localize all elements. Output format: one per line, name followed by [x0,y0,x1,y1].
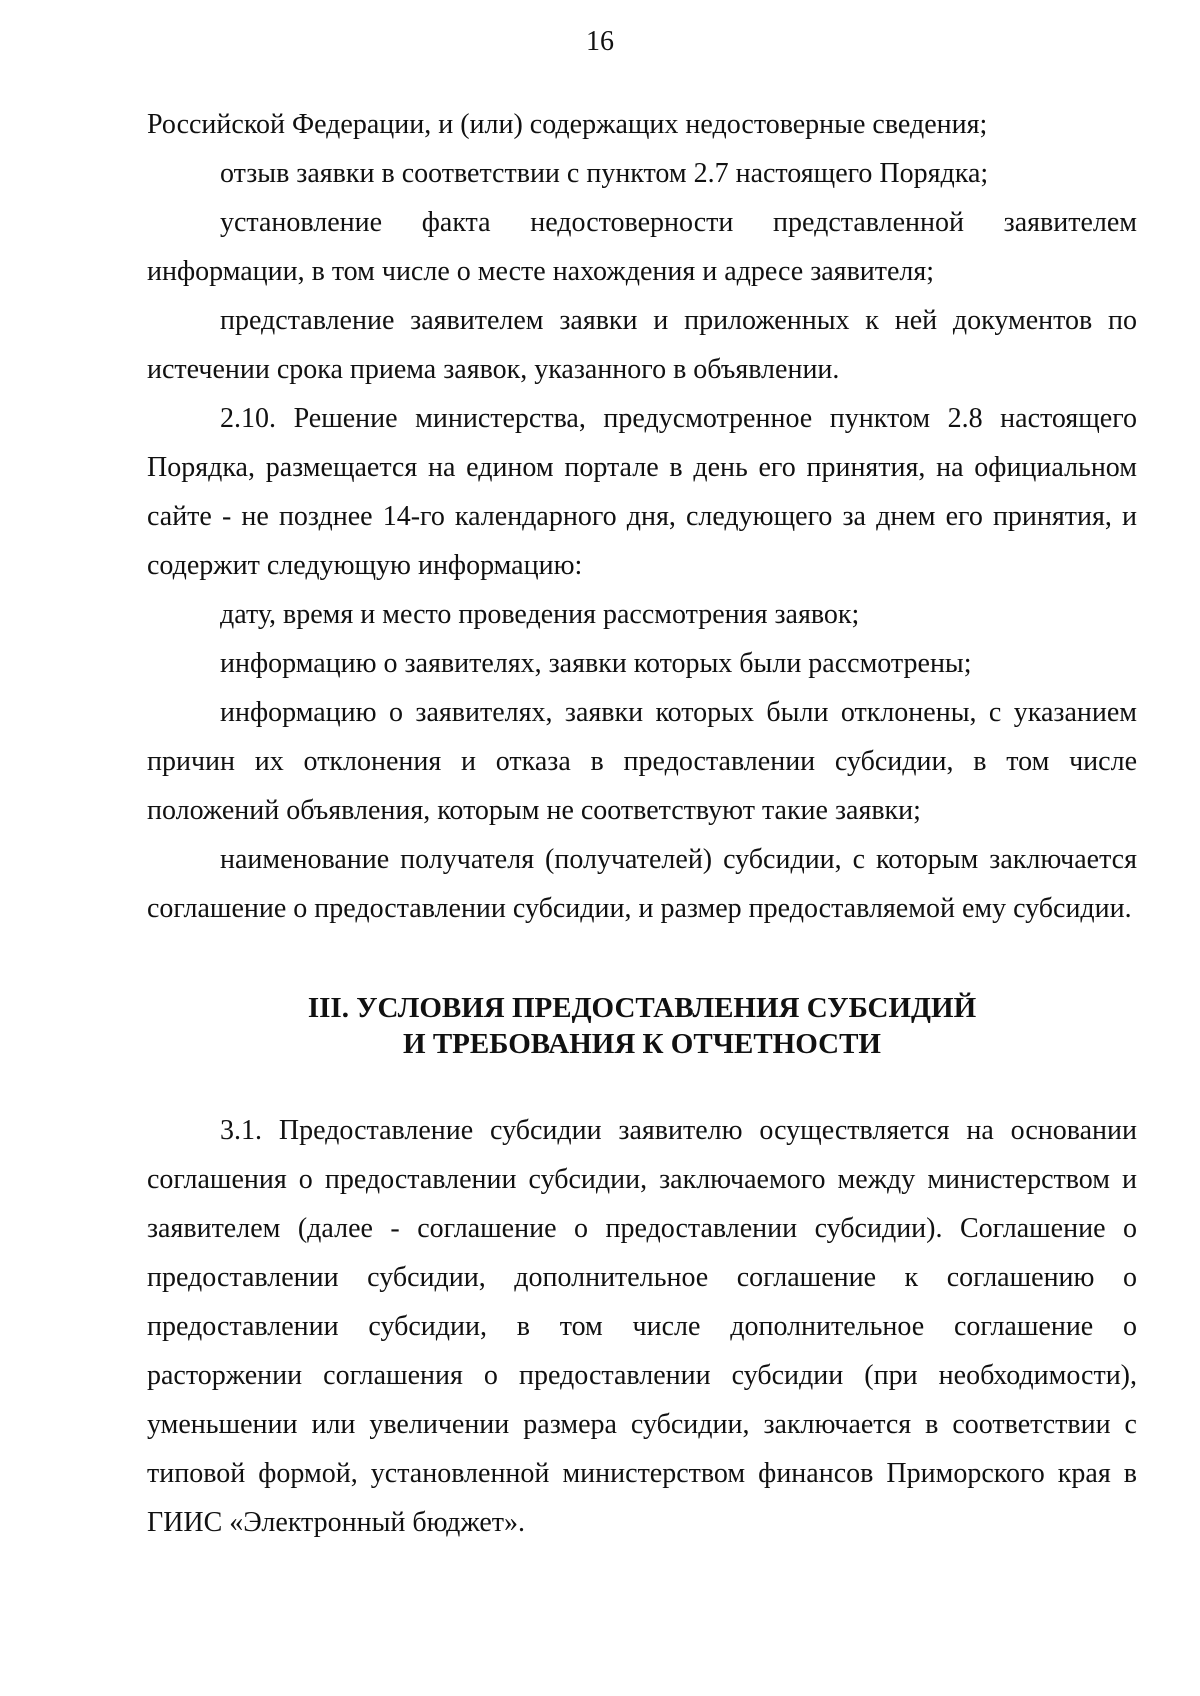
paragraph: установление факта недостоверности представленной заявителем информации, в том числе о месте нахождения и адресе заявителя; [147,207,1137,287]
paragraph: 3.1. Предоставление субсидии заявителю осуществляется на основании соглашения о предоставлении субсидии, заключаемого между министерством и заявителем (далее - соглашение о предоставлении субсидии). Соглашение о предоставлении субсидии, дополнительное соглашение к соглашению о предоставлении субсидии, в том числе дополнительное соглашение о расторжении соглашения о предоставлении субсидии (при необходимости), уменьшении или увеличении размера субсидии, заключается в соответствии с типовой формой, установленной министерством финансов Приморского края в ГИИС «Электронный бюджет». [147,1115,1137,1538]
paragraph: информацию о заявителях, заявки которых были отклонены, с указанием причин их отклонения и отказа в предоставлении субсидии, в том числе положений объявления, которым не соответствуют такие заявки; [147,697,1137,826]
paragraph: Российской Федерации, и (или) содержащих недостоверные сведения; [147,109,988,140]
paragraph: отзыв заявки в соответствии с пунктом 2.7 настоящего Порядка; [220,158,989,189]
section-heading-line-2: И ТРЕБОВАНИЯ К ОТЧЕТНОСТИ [403,1028,881,1060]
paragraph: представление заявителем заявки и приложенных к ней документов по истечении срока приема заявок, указанного в объявлении. [147,305,1137,385]
document-body [147,100,1137,1547]
paragraph: 2.10. Решение министерства, предусмотренное пунктом 2.8 настоящего Порядка, размещается на едином портале в день его принятия, на официальном сайте - не позднее 14-го календарного дня, следующего за днем его принятия, и содержит следующую информацию: [147,403,1137,581]
page-number: 16 [586,26,614,57]
paragraph: наименование получателя (получателей) субсидии, с которым заключается соглашение о предоставлении субсидии, и размер предоставляемой ему субсидии. [147,844,1137,924]
section-heading [147,990,1137,1062]
section-heading-line-1: III. УСЛОВИЯ ПРЕДОСТАВЛЕНИЯ СУБСИДИЙ [307,992,977,1024]
paragraph: информацию о заявителях, заявки которых были рассмотрены; [220,648,972,679]
paragraph: дату, время и место проведения рассмотрения заявок; [220,599,860,630]
